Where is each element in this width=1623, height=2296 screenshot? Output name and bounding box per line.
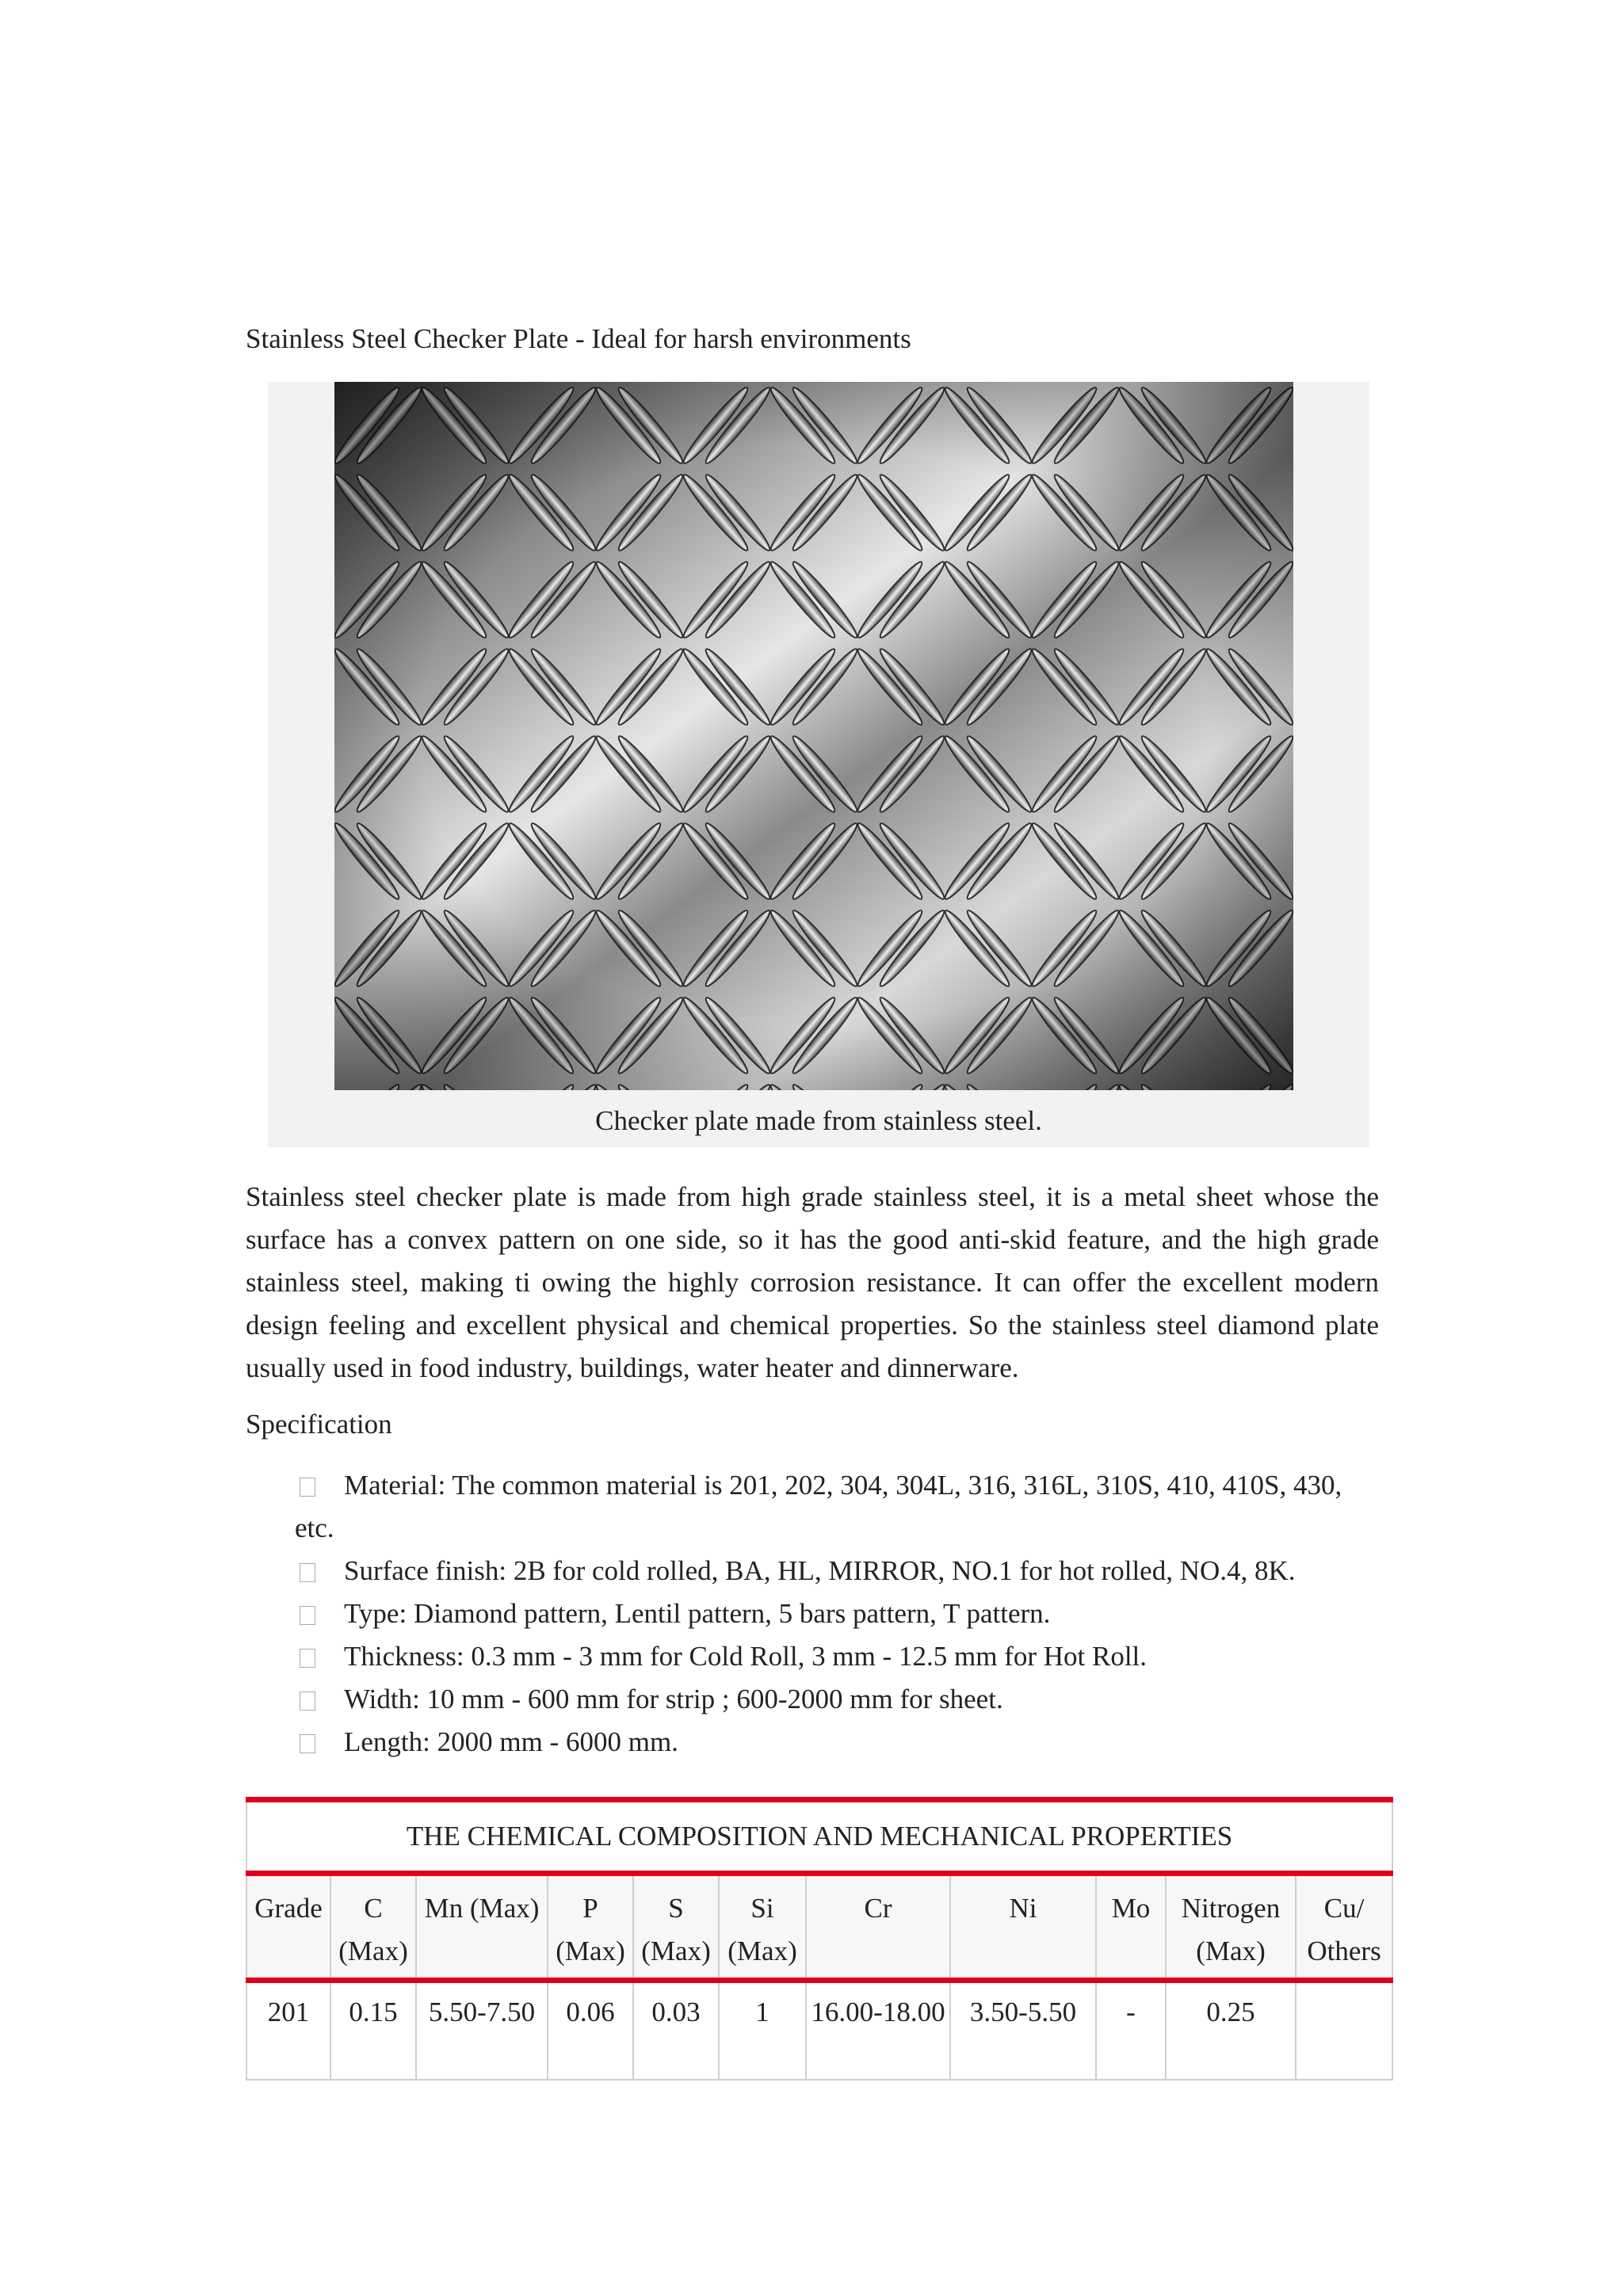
column-header: Mo — [1096, 1874, 1166, 1981]
table-cell: 3.50-5.50 — [950, 1981, 1096, 2081]
table-cell: 16.00-18.00 — [806, 1981, 950, 2081]
column-header: Mn (Max) — [416, 1874, 548, 1981]
table-heading: THE CHEMICAL COMPOSITION AND MECHANICAL PROPERTIES — [246, 1800, 1392, 1874]
table-cell: 1 — [719, 1981, 806, 2081]
bullet-box-icon — [300, 1606, 315, 1625]
column-header: Grade — [246, 1874, 330, 1981]
list-item: Type: Diamond pattern, Lentil pattern, 5 bars pattern, T pattern. — [295, 1592, 1379, 1635]
specification-heading: Specification — [246, 1409, 392, 1440]
specification-list — [295, 1464, 1379, 1764]
column-header: Si (Max) — [719, 1874, 806, 1981]
figure — [268, 382, 1369, 1147]
table-row — [246, 1981, 1392, 2081]
column-header: P (Max) — [548, 1874, 633, 1981]
description-paragraph: Stainless steel checker plate is made from high grade stainless steel, it is a metal sheet whose the surface has a convex pattern on one side, so it has the good anti-skid feature, and the high grade stainless steel, making ti owing the highly corrosion resistance. It can offer the excellent modern design feeling and excellent physical and chemical properties. So the stainless steel diamond plate usually used in food industry, buildings, water heater and dinnerware. — [246, 1181, 1379, 1383]
bullet-box-icon — [300, 1734, 315, 1753]
table-cell — [1296, 1981, 1392, 2081]
page-title: Stainless Steel Checker Plate - Ideal for harsh environments — [246, 323, 911, 354]
properties-table-wrapper — [246, 1797, 1392, 2081]
column-header: S (Max) — [633, 1874, 719, 1981]
list-item: Surface finish: 2B for cold rolled, BA, HL, MIRROR, NO.1 for hot rolled, NO.4, 8K. — [295, 1550, 1379, 1592]
list-item: Material: The common material is 201, 202, 304, 304L, 316, 316L, 310S, 410, 410S, 430, etc. — [295, 1470, 1342, 1543]
bullet-box-icon — [300, 1691, 315, 1711]
list-item: Width: 10 mm - 600 mm for strip ; 600-2000 mm for sheet. — [295, 1678, 1379, 1721]
table-cell: 0.03 — [633, 1981, 719, 2081]
table-cell: 201 — [246, 1981, 330, 2081]
column-header: C (Max) — [330, 1874, 416, 1981]
list-item: Length: 2000 mm - 6000 mm. — [295, 1721, 1379, 1764]
table-header-row — [246, 1874, 1392, 1981]
table-cell: 0.25 — [1166, 1981, 1296, 2081]
column-header: Ni — [950, 1874, 1096, 1981]
properties-table — [246, 1797, 1393, 2081]
table-cell: 0.15 — [330, 1981, 416, 2081]
bullet-box-icon — [300, 1563, 315, 1582]
bullet-box-icon — [300, 1649, 315, 1668]
column-header: Cr — [806, 1874, 950, 1981]
table-cell: - — [1096, 1981, 1166, 2081]
checker-plate-photo — [334, 382, 1293, 1090]
list-item: Thickness: 0.3 mm - 3 mm for Cold Roll, 3 mm - 12.5 mm for Hot Roll. — [295, 1635, 1379, 1678]
column-header: Cu/ Others — [1296, 1874, 1392, 1981]
bullet-box-icon — [300, 1478, 315, 1497]
column-header: Nitrogen (Max) — [1166, 1874, 1296, 1981]
table-cell: 5.50-7.50 — [416, 1981, 548, 2081]
table-cell: 0.06 — [548, 1981, 633, 2081]
figure-caption: Checker plate made from stainless steel. — [595, 1105, 1042, 1136]
